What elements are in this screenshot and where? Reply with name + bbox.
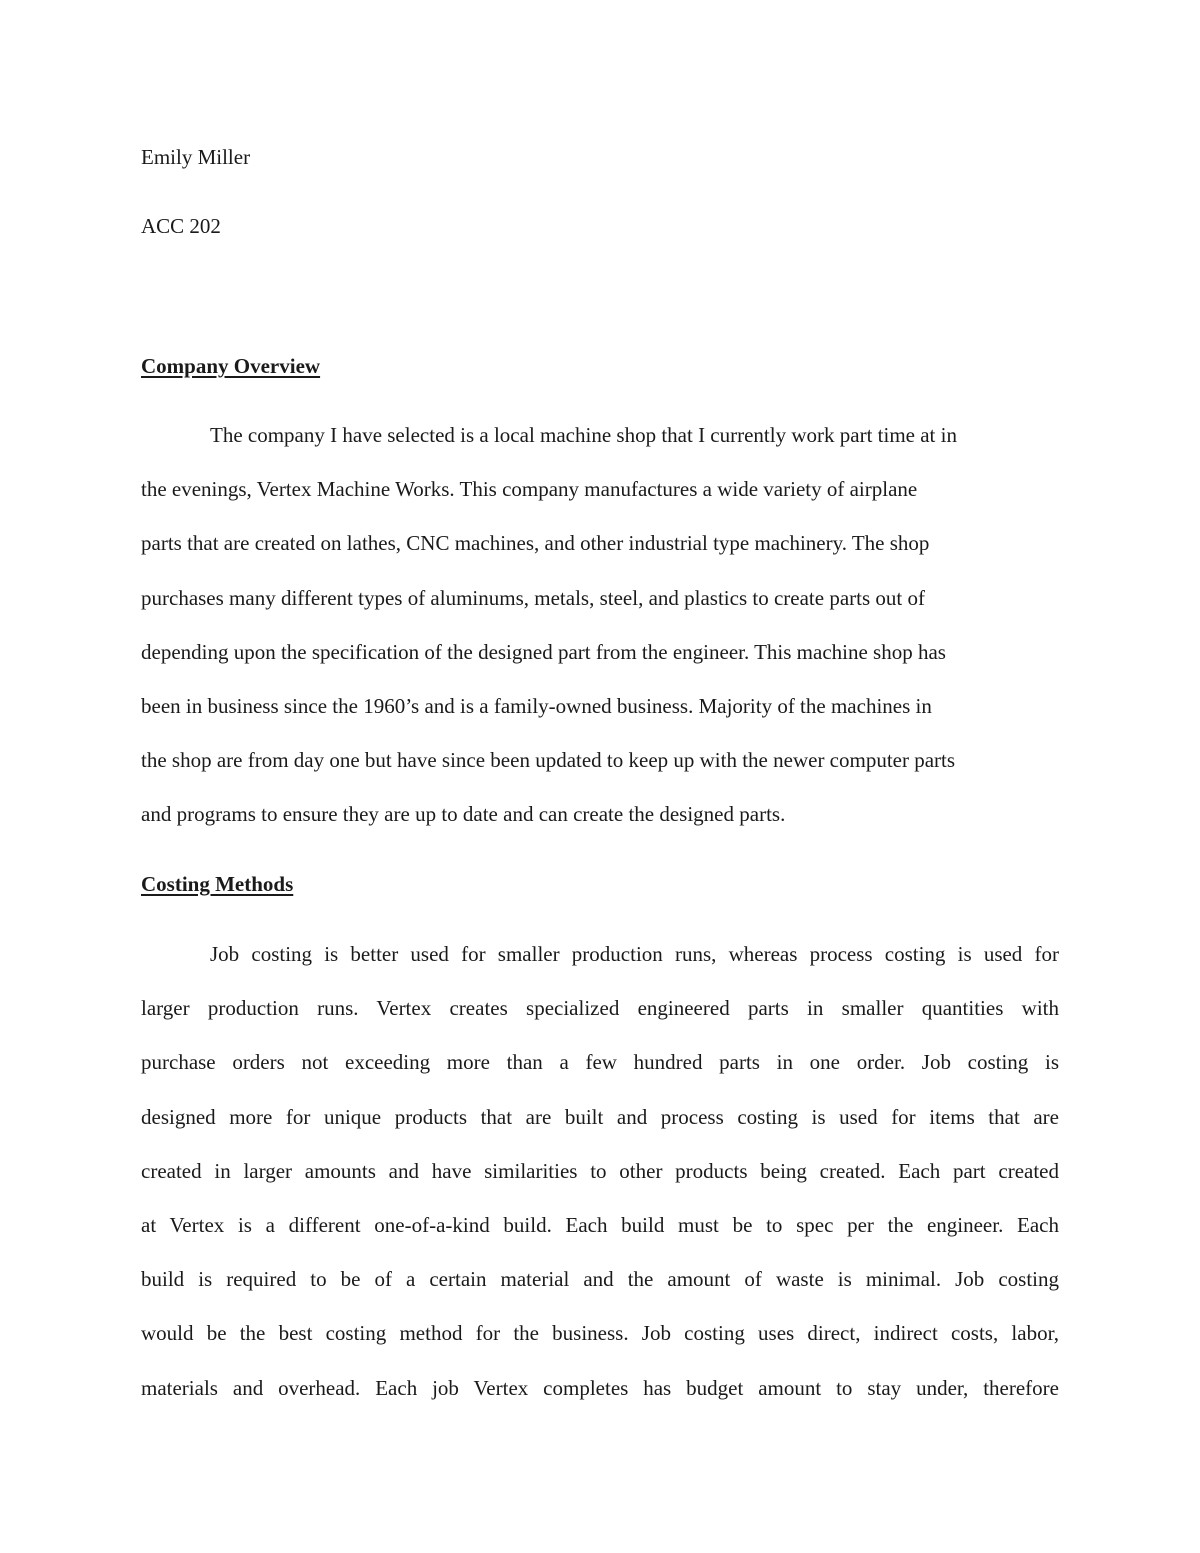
paragraph-line: purchases many different types of aluminums, metals, steel, and plastics to create parts out of — [141, 585, 925, 610]
paragraph-line: and programs to ensure they are up to date and can create the designed parts. — [141, 802, 786, 827]
paragraph-line: materials and overhead. Each job Vertex completes has budget amount to stay under, therefore — [141, 1375, 1059, 1400]
course-code: ACC 202 — [141, 214, 221, 238]
paragraph-company-overview — [141, 408, 1059, 842]
section-heading-costing-methods: Costing Methods — [141, 872, 294, 896]
author-name: Emily Miller — [141, 145, 251, 169]
paragraph-line: the evenings, Vertex Machine Works. This company manufactures a wide variety of airplane — [141, 477, 918, 502]
paragraph-line: Job costing is better used for smaller production runs, whereas process costing is used for — [210, 942, 1059, 966]
paragraph-line: at Vertex is a different one-of-a-kind build. Each build must be to spec per the engineer. Each — [141, 1212, 1059, 1237]
paragraph-line: larger production runs. Vertex creates specialized engineered parts in smaller quantities with — [141, 996, 1059, 1021]
paragraph-line: created in larger amounts and have similarities to other products being created. Each part created — [141, 1158, 1059, 1183]
paragraph-line: designed more for unique products that are built and process costing is used for items that are — [141, 1104, 1059, 1129]
paragraph-costing-methods — [141, 927, 1059, 1415]
paragraph-line: build is required to be of a certain material and the amount of waste is minimal. Job costing — [141, 1267, 1059, 1292]
paragraph-line: The company I have selected is a local machine shop that I currently work part time at in — [210, 423, 957, 447]
paragraph-line: parts that are created on lathes, CNC machines, and other industrial type machinery. The shop — [141, 531, 930, 556]
paragraph-line: would be the best costing method for the business. Job costing uses direct, indirect costs, labor, — [141, 1321, 1059, 1346]
section-heading-company-overview: Company Overview — [141, 354, 321, 378]
paragraph-line: been in business since the 1960’s and is a family-owned business. Majority of the machines in — [141, 693, 932, 718]
paragraph-line: depending upon the specification of the designed part from the engineer. This machine shop has — [141, 639, 946, 664]
paragraph-line: purchase orders not exceeding more than a few hundred parts in one order. Job costing is — [141, 1050, 1059, 1075]
paragraph-line: the shop are from day one but have since been updated to keep up with the newer computer parts — [141, 748, 956, 773]
